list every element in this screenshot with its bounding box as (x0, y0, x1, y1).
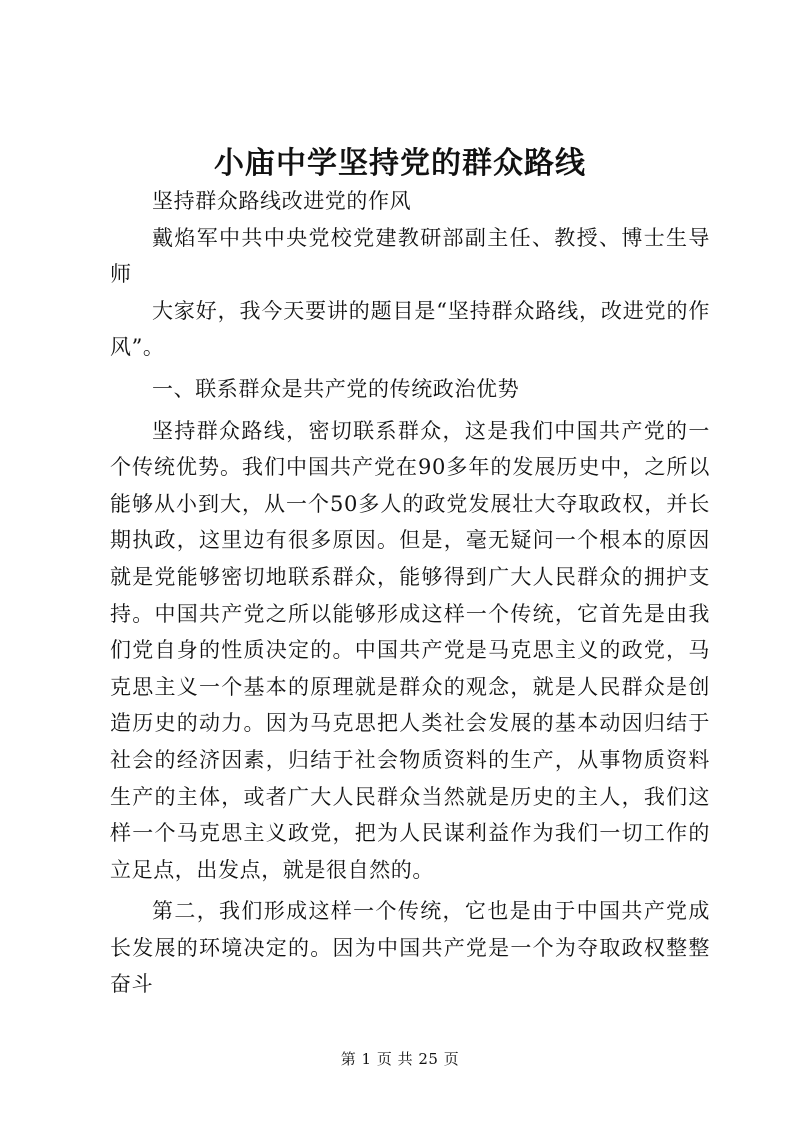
intro-paragraph: 大家好，我今天要讲的题目是“坚持群众路线，改进党的作风”。 (110, 298, 710, 360)
author-paragraph: 戴焰军中共中央党校党建教研部副主任、教授、博士生导师 (110, 225, 710, 287)
document-title: 小庙中学坚持党的群众路线 (214, 146, 586, 181)
section-heading-paragraph: 一、联系群众是共产党的传统政治优势 (152, 376, 520, 401)
body-paragraph: 坚持群众路线，密切联系群众，这是我们中国共产党的一个传统优势。我们中国共产党在90多年的发展历史中，之所以能够从小到大，从一个50多人的政党发展壮大夺取政权，并长期执政，这里边有很多原因。但是，毫无疑问一个根本的原因就是党能够密切地联系群众，能够得到广大人民群众的拥护支持。中国共产党之所以能够形成这样一个传统，它首先是由我们党自身的性质决定的。中国共产党是马克思主义的政党，马克思主义一个基本的原理就是群众的观念，就是人民群众是创造历史的动力。因为马克思把人类社会发展的基本动因归结于社会的经济因素，归结于社会物质资料的生产，从事物质资料生产的主体，或者广大人民群众当然就是历史的主人，我们这样一个马克思主义政党，把为人民谋利益作为我们一切工作的立足点，出发点，就是很自然的。 (110, 418, 710, 882)
page-number-footer: 第 1 页 共 25 页 (340, 1050, 460, 1068)
subtitle-paragraph: 坚持群众路线改进党的作风 (152, 189, 412, 213)
document-body (110, 183, 710, 1003)
body-paragraph: 第二，我们形成这样一个传统，它也是由于中国共产党成长发展的环境决定的。因为中国共产党是一个为夺取政权整整奋斗 (110, 899, 710, 997)
